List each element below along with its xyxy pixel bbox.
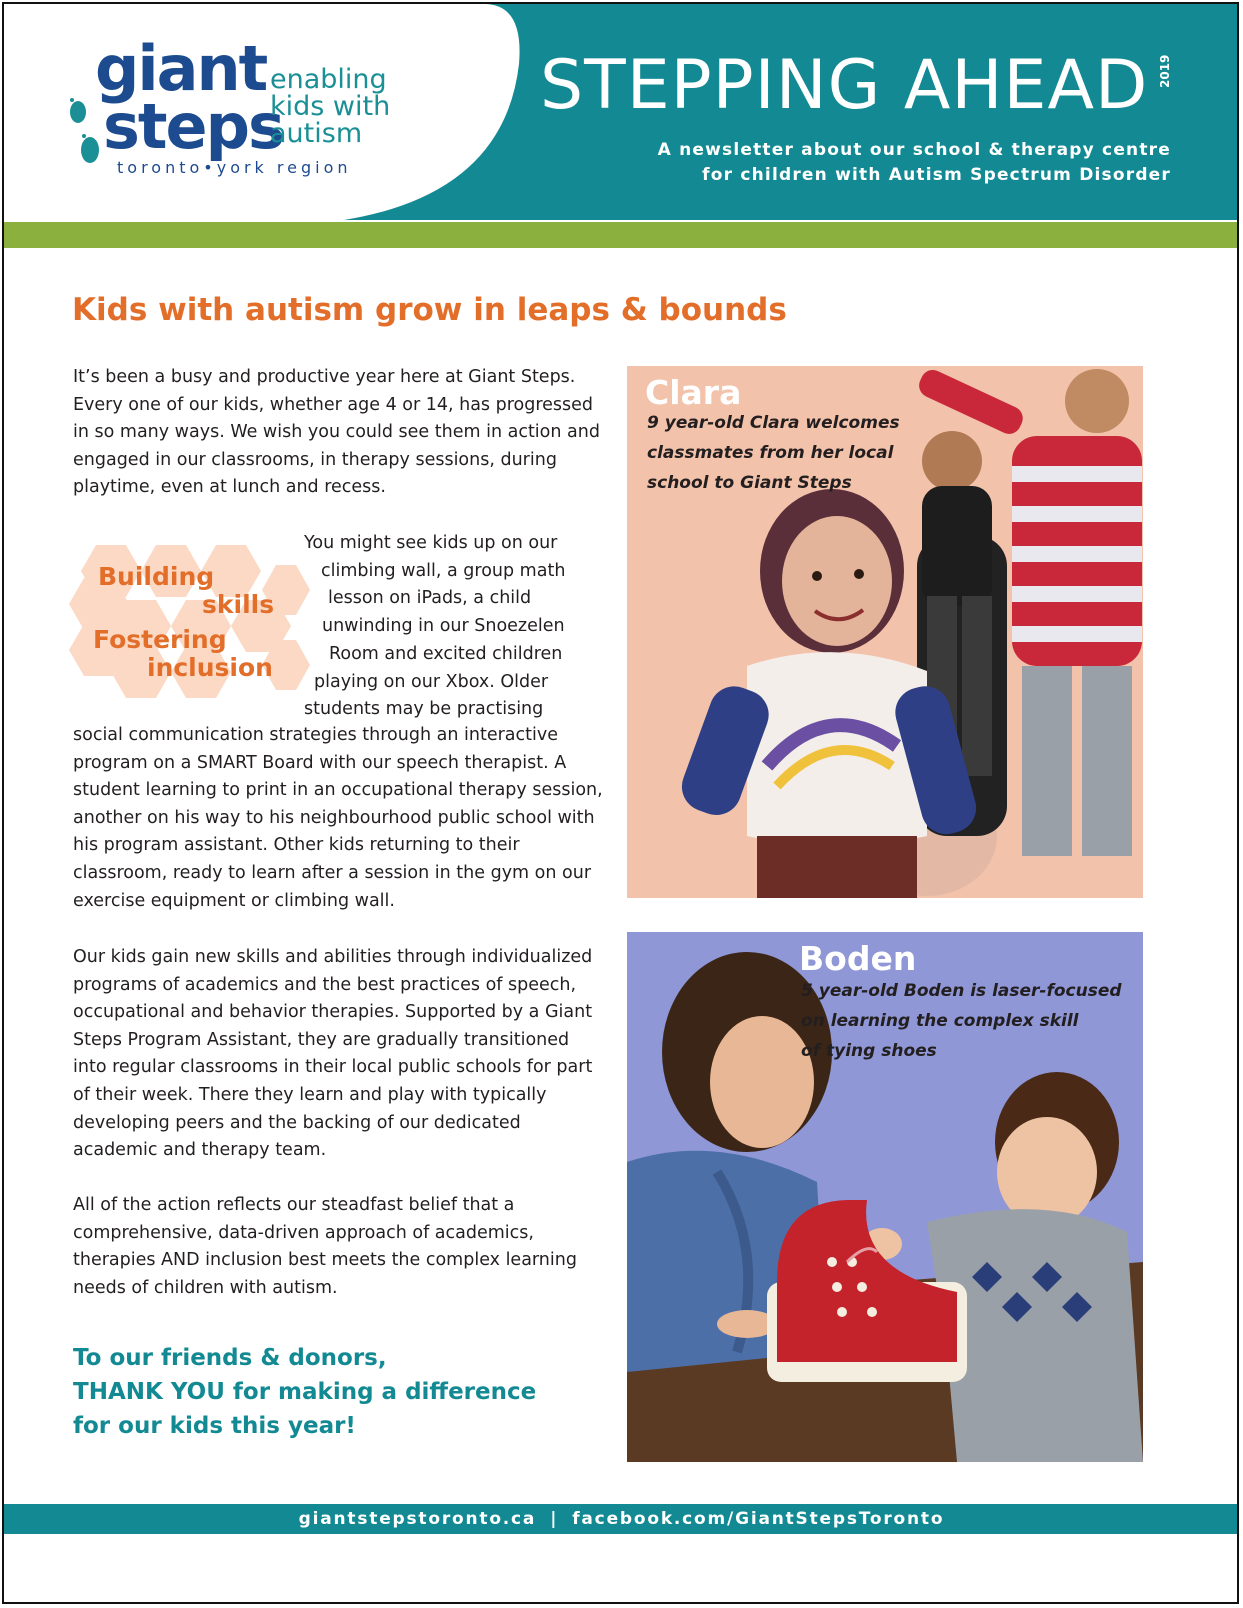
footer-separator: | (550, 1509, 559, 1529)
graphic-text-inclusion: inclusion (147, 653, 273, 682)
logo-word-giant: giant (95, 32, 267, 105)
paragraph-programs: Our kids gain new skills and abilities through individualized programs of academics and the best practices of speech, occupational and behavior therapies. Supported by a Giant Steps Program Assistant, they are gradually transitioned into regular classrooms in their local public schools for part of their week. There they learn and play with typically developing peers and the backing of our dedicated academic and therapy team. (73, 947, 593, 1161)
thank-you-line: for our kids this year! (73, 1413, 356, 1439)
paragraph-belief: All of the action reflects our steadfast belief that a comprehensive, data-driven approach of academics, therapies AND inclusion best meets the complex learning needs of children with autism. (73, 1195, 577, 1298)
graphic-text-skills: skills (202, 590, 275, 619)
thank-you-line: THANK YOU for making a difference (73, 1379, 537, 1405)
wrapped-line: Room and excited children (329, 644, 563, 664)
wrapped-line: You might see kids up on our (304, 533, 558, 553)
logo-tagline-line: enabling (270, 64, 387, 95)
wrapped-line: lesson on iPads, a child (328, 588, 532, 608)
wrapped-line: climbing wall, a group math (321, 561, 566, 581)
photo-caption-name: Clara (645, 373, 742, 412)
page-border (2, 2, 1239, 1604)
wrapped-line: playing on our Xbox. Older (314, 672, 549, 692)
wrapped-line: students may be practising (304, 699, 544, 719)
logo-tagline-line: autism (270, 118, 363, 149)
tagline-line: A newsletter about our school & therapy centre (657, 140, 1171, 160)
paragraph-activities: social communication strategies through an interactive program on a SMART Board with our speech therapist. A student learning to print in an occupational therapy session, another on his way to his neighbourhood public school with his program assistant. Other kids returning to their classroom, ready to learn after a session in the gym on our exercise equipment or climbing wall. (73, 725, 603, 911)
article-headline: Kids with autism grow in leaps & bounds (72, 292, 787, 328)
facebook-link[interactable]: facebook.com/GiantStepsToronto (572, 1509, 945, 1529)
caption-line: classmates from her local (647, 443, 894, 463)
caption-line: school to Giant Steps (647, 473, 852, 493)
wrapped-line: unwinding in our Snoezelen (322, 616, 565, 636)
caption-line: of tying shoes (801, 1041, 937, 1061)
website-link[interactable]: giantstepstoronto.ca (298, 1509, 537, 1529)
logo-word-steps: steps (103, 90, 283, 163)
tagline-line: for children with Autism Spectrum Disorder (702, 165, 1171, 185)
caption-line: 5 year-old Boden is laser-focused (801, 981, 1122, 1001)
logo-region: toronto•york region (117, 158, 352, 177)
graphic-text-building: Building (98, 562, 215, 591)
logo-tagline-line: kids with (270, 91, 391, 122)
caption-line: on learning the complex skill (801, 1011, 1079, 1031)
newsletter-title: STEPPING AHEAD (540, 46, 1149, 125)
newsletter-year: 2019 (1158, 54, 1172, 88)
thank-you-line: To our friends & donors, (73, 1345, 387, 1371)
graphic-text-fostering: Fostering (93, 625, 227, 654)
caption-line: 9 year-old Clara welcomes (647, 413, 900, 433)
photo-caption-name: Boden (799, 939, 917, 978)
paragraph-intro: It’s been a busy and productive year here at Giant Steps. Every one of our kids, whether age 4 or 14, has progressed in so many ways. We wish you could see them in action and engaged in our classrooms, in therapy sessions, during playtime, even at lunch and recess. (73, 367, 600, 498)
